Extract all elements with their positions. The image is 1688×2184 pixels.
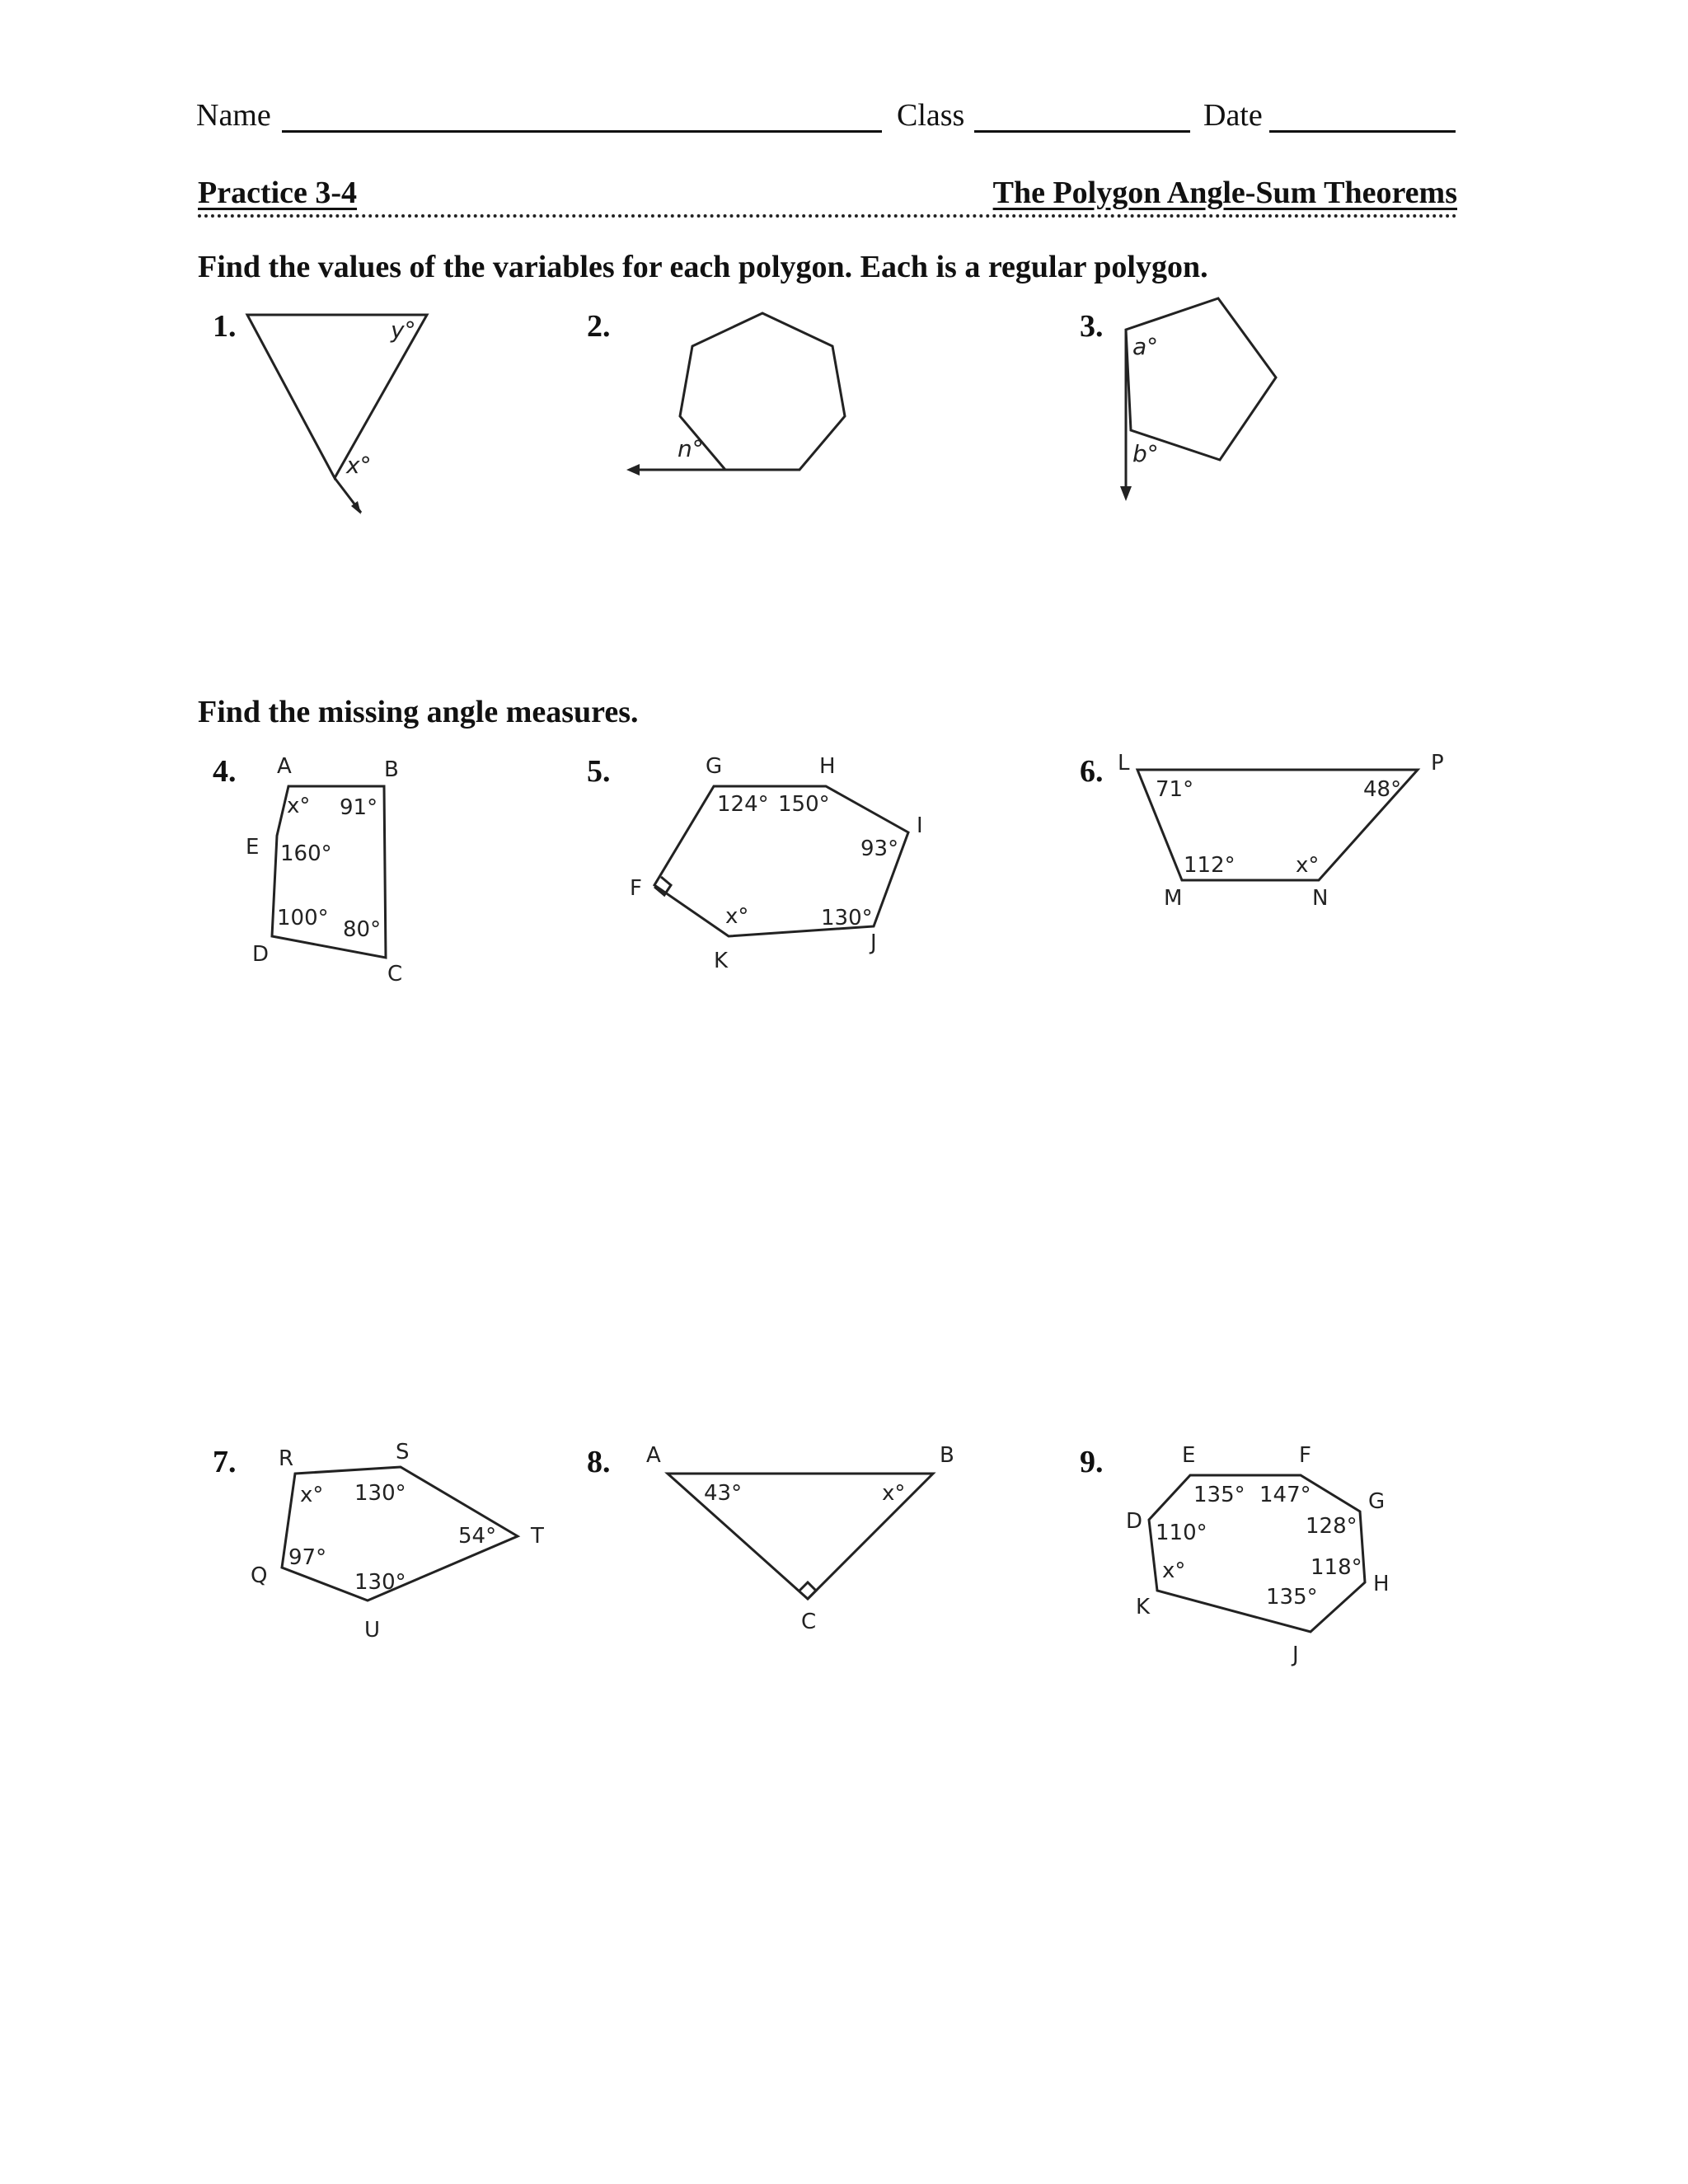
angle-label: 135° [1266,1585,1318,1610]
vertex-label: J [1292,1643,1299,1667]
vertex-label: C [801,1610,817,1634]
angle-label: 97° [288,1545,327,1570]
angle-label: 130° [354,1570,406,1595]
vertex-label: K [1136,1595,1151,1619]
vertex-label: J [870,930,877,955]
angle-label: b° [1132,440,1159,467]
name-field[interactable] [282,130,882,133]
problem-8-figure [635,1434,981,1648]
class-label: Class [897,98,965,133]
vertex-label: P [1431,751,1444,776]
angle-label: 110° [1156,1521,1207,1545]
angle-label: 100° [277,906,329,930]
vertex-label: F [1299,1443,1311,1468]
problem-3-figure [1113,288,1294,511]
problem-6-figure [1104,742,1467,923]
name-label: Name [196,98,271,133]
angle-label: 130° [821,906,873,930]
angle-label: 147° [1259,1483,1311,1507]
angle-label: 128° [1306,1514,1357,1539]
angle-label: 93° [860,837,899,861]
vertex-label: B [384,757,399,782]
angle-label: 118° [1311,1555,1362,1580]
pentagon [1126,298,1276,460]
right-angle-marker [799,1582,816,1599]
practice-title-bar [198,175,1457,219]
vertex-label: S [396,1440,410,1465]
angle-label: 80° [343,917,382,942]
problem-number: 8. [587,1445,611,1479]
angle-label: 54° [458,1524,497,1549]
heptagon [680,313,845,470]
vertex-label: M [1164,886,1183,911]
angle-label: x° [346,452,372,479]
problem-number: 3. [1080,309,1104,344]
vertex-label: H [1373,1572,1390,1596]
angle-label: 71° [1156,777,1194,802]
angle-label: x° [1162,1558,1186,1583]
problem-number: 1. [213,309,237,344]
problem-number: 5. [587,754,611,789]
angle-label: 43° [704,1481,743,1506]
problem-number: 4. [213,754,237,789]
section2-instruction: Find the missing angle measures. [198,695,639,729]
angle-label: n° [678,435,704,462]
angle-label: x° [882,1481,906,1506]
angle-label: 135° [1193,1483,1245,1507]
topic-title: The Polygon Angle-Sum Theorems [992,176,1457,210]
problem-number: 7. [213,1445,237,1479]
angle-label: y° [391,316,416,344]
vertex-label: E [246,835,260,860]
problem-9-figure [1113,1434,1409,1673]
vertex-label: R [279,1446,294,1471]
vertex-label: C [387,962,403,987]
vertex-label: G [1368,1489,1386,1514]
angle-label: 160° [280,841,332,866]
problem-number: 9. [1080,1445,1104,1479]
angle-label: x° [300,1483,324,1507]
angle-label: a° [1132,333,1159,360]
vertex-label: N [1312,886,1329,911]
vertex-label: B [940,1443,954,1468]
vertex-label: L [1118,751,1130,776]
arrowhead [626,464,640,476]
angle-label: 124° [717,792,769,817]
vertex-label: A [277,754,292,779]
vertex-label: Q [251,1563,268,1588]
angle-label: 48° [1363,777,1402,802]
vertex-label: U [364,1618,381,1643]
section1-instruction: Find the values of the variables for each polygon. Each is a regular polygon. [198,250,1208,284]
problem-1-figure [239,305,453,527]
problem-2-figure [610,305,874,486]
vertex-label: H [819,754,836,779]
vertex-label: I [917,813,923,838]
vertex-label: K [714,949,729,973]
practice-label: Practice 3-4 [198,176,358,210]
angle-label: x° [287,794,311,818]
vertex-label: D [252,942,270,967]
dotted-leader [198,214,1457,218]
date-field[interactable] [1269,130,1456,133]
vertex-label: E [1182,1443,1196,1468]
angle-label: x° [725,904,749,929]
angle-label: x° [1296,853,1320,878]
problem-4-figure [231,742,429,989]
problem-number: 6. [1080,754,1104,789]
class-field[interactable] [974,130,1190,133]
date-label: Date [1203,98,1263,133]
vertex-label: D [1126,1509,1143,1534]
heptagon [1149,1475,1365,1632]
vertex-label: F [630,876,642,901]
angle-label: 112° [1184,853,1236,878]
vertex-label: T [531,1524,544,1549]
arrowhead [1120,486,1132,501]
angle-label: 130° [354,1481,406,1506]
angle-label: 150° [778,792,830,817]
angle-label: 91° [340,795,378,820]
vertex-label: A [646,1443,661,1468]
problem-7-figure [239,1434,569,1648]
problem-number: 2. [587,309,611,344]
vertex-label: G [706,754,723,779]
problem-5-figure [618,742,948,981]
